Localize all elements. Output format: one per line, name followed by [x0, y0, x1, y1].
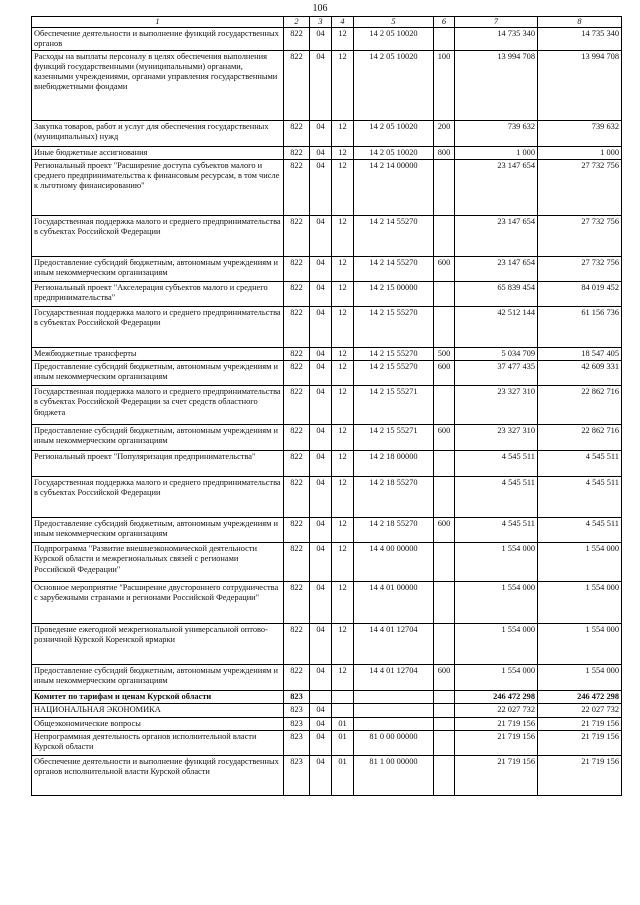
cell-amount-year1: 21 719 156 [455, 755, 538, 795]
table-row [32, 307, 622, 348]
cell-subsection: 12 [332, 28, 354, 51]
column-header: 6 [434, 17, 455, 28]
cell-ministry-code: 822 [284, 477, 310, 518]
cell-name: Общеэкономические вопросы [32, 717, 284, 730]
cell-target-article: 14 2 15 55270 [354, 307, 434, 348]
cell-ministry-code: 822 [284, 582, 310, 624]
cell-expense-type [434, 28, 455, 51]
cell-target-article: 81 0 00 00000 [354, 730, 434, 755]
cell-name: Государственная поддержка малого и среднего предпринимательства в субъектах Российской Федерации [32, 216, 284, 257]
cell-ministry-code: 822 [284, 28, 310, 51]
cell-name: Предоставление субсидий бюджетным, автономным учреждениям и иным некоммерческим организациям [32, 518, 284, 543]
cell-section: 04 [310, 582, 332, 624]
cell-target-article: 14 4 01 00000 [354, 582, 434, 624]
table-row [32, 361, 622, 386]
cell-expense-type [434, 307, 455, 348]
cell-subsection [332, 704, 354, 717]
cell-section: 04 [310, 51, 332, 121]
cell-expense-type: 600 [434, 361, 455, 386]
cell-name: Подпрограмма "Развитие внешнеэкономической деятельности Курской области и межрегиональных связей с регионами Российской Федерации" [32, 543, 284, 582]
cell-amount-year1: 22 027 732 [455, 704, 538, 717]
cell-section: 04 [310, 216, 332, 257]
cell-expense-type [434, 691, 455, 704]
cell-amount-year2: 739 632 [538, 121, 622, 147]
cell-amount-year1: 23 327 310 [455, 386, 538, 425]
cell-target-article: 14 4 00 00000 [354, 543, 434, 582]
cell-ministry-code: 822 [284, 451, 310, 477]
cell-ministry-code: 823 [284, 691, 310, 704]
cell-target-article: 81 1 00 00000 [354, 755, 434, 795]
cell-subsection: 01 [332, 717, 354, 730]
cell-target-article: 14 2 14 55270 [354, 216, 434, 257]
cell-subsection [332, 691, 354, 704]
table-row [32, 730, 622, 755]
column-header: 1 [32, 17, 284, 28]
cell-name: Государственная поддержка малого и среднего предпринимательства в субъектах Российской Федерации [32, 307, 284, 348]
cell-section: 04 [310, 665, 332, 691]
cell-expense-type [434, 386, 455, 425]
cell-name: Государственная поддержка малого и среднего предпринимательства в субъектах Российской Федерации за счет средств областного бюджета [32, 386, 284, 425]
cell-section: 04 [310, 717, 332, 730]
table-row [32, 704, 622, 717]
cell-expense-type: 100 [434, 51, 455, 121]
cell-name: Межбюджетные трансферты [32, 348, 284, 361]
cell-amount-year1: 37 477 435 [455, 361, 538, 386]
cell-ministry-code: 822 [284, 665, 310, 691]
cell-name: Предоставление субсидий бюджетным, автономным учреждениям и иным некоммерческим организациям [32, 665, 284, 691]
cell-target-article: 14 2 14 00000 [354, 160, 434, 216]
cell-amount-year1: 4 545 511 [455, 477, 538, 518]
cell-section: 04 [310, 147, 332, 160]
cell-amount-year2: 246 472 298 [538, 691, 622, 704]
cell-name: Обеспечение деятельности и выполнение функций государственных органов [32, 28, 284, 51]
cell-amount-year2: 27 732 756 [538, 257, 622, 282]
cell-expense-type [434, 717, 455, 730]
cell-ministry-code: 822 [284, 121, 310, 147]
cell-subsection: 12 [332, 348, 354, 361]
table-row [32, 282, 622, 307]
cell-section: 04 [310, 282, 332, 307]
table-row [32, 160, 622, 216]
cell-amount-year2: 4 545 511 [538, 477, 622, 518]
cell-subsection: 12 [332, 216, 354, 257]
cell-target-article: 14 2 18 55270 [354, 477, 434, 518]
cell-amount-year2: 4 545 511 [538, 518, 622, 543]
cell-target-article: 14 2 15 55271 [354, 425, 434, 451]
cell-name: Предоставление субсидий бюджетным, автономным учреждениям и иным некоммерческим организациям [32, 257, 284, 282]
cell-target-article: 14 2 15 55270 [354, 348, 434, 361]
column-header: 3 [310, 17, 332, 28]
cell-amount-year2: 21 719 156 [538, 717, 622, 730]
cell-subsection: 12 [332, 51, 354, 121]
cell-expense-type [434, 730, 455, 755]
cell-amount-year2: 27 732 756 [538, 160, 622, 216]
cell-expense-type: 600 [434, 425, 455, 451]
cell-amount-year1: 23 147 654 [455, 257, 538, 282]
cell-expense-type [434, 755, 455, 795]
cell-amount-year2: 1 554 000 [538, 582, 622, 624]
cell-target-article: 14 4 01 12704 [354, 665, 434, 691]
table-row [32, 665, 622, 691]
cell-section: 04 [310, 121, 332, 147]
cell-ministry-code: 823 [284, 730, 310, 755]
cell-subsection: 12 [332, 147, 354, 160]
cell-amount-year1: 1 554 000 [455, 543, 538, 582]
cell-amount-year2: 1 554 000 [538, 624, 622, 665]
cell-amount-year1: 1 554 000 [455, 582, 538, 624]
column-number-row [32, 17, 622, 28]
cell-section: 04 [310, 348, 332, 361]
cell-expense-type [434, 160, 455, 216]
cell-subsection: 01 [332, 755, 354, 795]
table-row [32, 477, 622, 518]
table-row [32, 147, 622, 160]
table-row [32, 691, 622, 704]
cell-section: 04 [310, 518, 332, 543]
cell-expense-type [434, 216, 455, 257]
table-body [32, 28, 622, 796]
cell-subsection: 12 [332, 425, 354, 451]
cell-target-article: 14 2 14 55270 [354, 257, 434, 282]
cell-subsection: 12 [332, 451, 354, 477]
cell-expense-type [434, 582, 455, 624]
cell-amount-year1: 4 545 511 [455, 518, 538, 543]
cell-subsection: 12 [332, 665, 354, 691]
cell-subsection: 12 [332, 361, 354, 386]
cell-name: Проведение ежегодной межрегиональной универсальной оптово-розничной Курской Коренской ярмарки [32, 624, 284, 665]
table-row [32, 518, 622, 543]
cell-ministry-code: 823 [284, 704, 310, 717]
cell-amount-year1: 1 554 000 [455, 624, 538, 665]
cell-ministry-code: 822 [284, 425, 310, 451]
cell-name: Обеспечение деятельности и выполнение функций государственных органов исполнительной власти Курской области [32, 755, 284, 795]
cell-subsection: 12 [332, 477, 354, 518]
cell-name: Предоставление субсидий бюджетным, автономным учреждениям и иным некоммерческим организациям [32, 361, 284, 386]
cell-amount-year2: 14 735 340 [538, 28, 622, 51]
cell-amount-year1: 23 147 654 [455, 216, 538, 257]
cell-amount-year2: 84 019 452 [538, 282, 622, 307]
cell-amount-year2: 1 554 000 [538, 543, 622, 582]
cell-ministry-code: 823 [284, 755, 310, 795]
cell-ministry-code: 822 [284, 257, 310, 282]
cell-target-article: 14 2 18 00000 [354, 451, 434, 477]
cell-ministry-code: 822 [284, 216, 310, 257]
cell-amount-year1: 21 719 156 [455, 717, 538, 730]
cell-expense-type [434, 477, 455, 518]
cell-amount-year1: 1 000 [455, 147, 538, 160]
table-row [32, 348, 622, 361]
cell-name: Основное мероприятие "Расширение двустороннего сотрудничества с зарубежными странами и регионами Российской Федерации" [32, 582, 284, 624]
table-row [32, 451, 622, 477]
table-row [32, 28, 622, 51]
cell-name: Расходы на выплаты персоналу в целях обеспечения выполнения функций государственными (муниципальными) органами, казенными учреждениями, органами управления государственными внебюджетными фондами [32, 51, 284, 121]
cell-name: НАЦИОНАЛЬНАЯ ЭКОНОМИКА [32, 704, 284, 717]
cell-subsection: 12 [332, 386, 354, 425]
cell-amount-year2: 42 609 331 [538, 361, 622, 386]
cell-ministry-code: 822 [284, 160, 310, 216]
budget-table [31, 16, 622, 796]
column-header: 5 [354, 17, 434, 28]
cell-name: Региональный проект "Акселерация субъектов малого и среднего предпринимательства" [32, 282, 284, 307]
cell-section: 04 [310, 543, 332, 582]
cell-ministry-code: 822 [284, 518, 310, 543]
cell-target-article: 14 2 15 55271 [354, 386, 434, 425]
cell-section: 04 [310, 160, 332, 216]
cell-expense-type: 600 [434, 518, 455, 543]
cell-expense-type [434, 451, 455, 477]
cell-ministry-code: 822 [284, 282, 310, 307]
cell-amount-year2: 1 554 000 [538, 665, 622, 691]
table-row [32, 717, 622, 730]
cell-target-article: 14 2 05 10020 [354, 121, 434, 147]
cell-amount-year1: 5 034 709 [455, 348, 538, 361]
cell-ministry-code: 822 [284, 624, 310, 665]
cell-expense-type [434, 704, 455, 717]
table-row [32, 755, 622, 795]
table-row [32, 216, 622, 257]
cell-target-article: 14 2 15 55270 [354, 361, 434, 386]
cell-target-article: 14 2 18 55270 [354, 518, 434, 543]
cell-section: 04 [310, 451, 332, 477]
cell-subsection: 12 [332, 121, 354, 147]
cell-section: 04 [310, 257, 332, 282]
column-header: 2 [284, 17, 310, 28]
cell-section: 04 [310, 425, 332, 451]
table-row [32, 582, 622, 624]
cell-name: Региональный проект "Популяризация предпринимательства" [32, 451, 284, 477]
cell-ministry-code: 822 [284, 348, 310, 361]
cell-subsection: 12 [332, 624, 354, 665]
cell-amount-year2: 18 547 405 [538, 348, 622, 361]
cell-target-article [354, 704, 434, 717]
cell-section [310, 691, 332, 704]
cell-amount-year2: 61 156 736 [538, 307, 622, 348]
cell-amount-year2: 21 719 156 [538, 730, 622, 755]
cell-section: 04 [310, 361, 332, 386]
cell-amount-year2: 27 732 756 [538, 216, 622, 257]
cell-target-article: 14 4 01 12704 [354, 624, 434, 665]
cell-ministry-code: 822 [284, 51, 310, 121]
cell-name: Комитет по тарифам и ценам Курской области [32, 691, 284, 704]
cell-name: Непрограммная деятельность органов исполнительной власти Курской области [32, 730, 284, 755]
column-header: 7 [455, 17, 538, 28]
cell-amount-year1: 65 839 454 [455, 282, 538, 307]
cell-target-article: 14 2 05 10020 [354, 51, 434, 121]
cell-amount-year1: 21 719 156 [455, 730, 538, 755]
cell-target-article: 14 2 05 10020 [354, 147, 434, 160]
cell-name: Государственная поддержка малого и среднего предпринимательства в субъектах Российской Федерации [32, 477, 284, 518]
cell-subsection: 12 [332, 543, 354, 582]
cell-subsection: 12 [332, 160, 354, 216]
cell-ministry-code: 822 [284, 147, 310, 160]
cell-subsection: 12 [332, 282, 354, 307]
cell-amount-year2: 1 000 [538, 147, 622, 160]
cell-ministry-code: 822 [284, 543, 310, 582]
cell-ministry-code: 823 [284, 717, 310, 730]
cell-target-article: 14 2 05 10020 [354, 28, 434, 51]
cell-subsection: 12 [332, 257, 354, 282]
cell-target-article: 14 2 15 00000 [354, 282, 434, 307]
cell-name: Иные бюджетные ассигнования [32, 147, 284, 160]
table-row [32, 624, 622, 665]
cell-section: 04 [310, 755, 332, 795]
cell-ministry-code: 822 [284, 361, 310, 386]
cell-section: 04 [310, 704, 332, 717]
cell-amount-year2: 21 719 156 [538, 755, 622, 795]
column-header: 4 [332, 17, 354, 28]
cell-expense-type [434, 282, 455, 307]
cell-amount-year1: 1 554 000 [455, 665, 538, 691]
cell-expense-type: 200 [434, 121, 455, 147]
cell-target-article [354, 691, 434, 704]
cell-expense-type [434, 543, 455, 582]
cell-expense-type: 800 [434, 147, 455, 160]
table-row [32, 386, 622, 425]
cell-amount-year2: 22 862 716 [538, 425, 622, 451]
cell-subsection: 12 [332, 307, 354, 348]
cell-section: 04 [310, 307, 332, 348]
cell-ministry-code: 822 [284, 386, 310, 425]
cell-section: 04 [310, 386, 332, 425]
cell-expense-type: 500 [434, 348, 455, 361]
cell-ministry-code: 822 [284, 307, 310, 348]
cell-amount-year1: 4 545 511 [455, 451, 538, 477]
table-row [32, 543, 622, 582]
cell-subsection: 01 [332, 730, 354, 755]
cell-expense-type: 600 [434, 257, 455, 282]
cell-name: Региональный проект "Расширение доступа субъектов малого и среднего предпринимательства к финансовым ресурсам, в том числе к льготному финансированию" [32, 160, 284, 216]
table-row [32, 121, 622, 147]
table-row [32, 257, 622, 282]
cell-target-article [354, 717, 434, 730]
cell-amount-year1: 23 327 310 [455, 425, 538, 451]
cell-amount-year2: 22 027 732 [538, 704, 622, 717]
cell-amount-year2: 13 994 708 [538, 51, 622, 121]
page-number: 106 [312, 3, 328, 14]
cell-amount-year2: 4 545 511 [538, 451, 622, 477]
cell-amount-year1: 42 512 144 [455, 307, 538, 348]
cell-subsection: 12 [332, 582, 354, 624]
cell-section: 04 [310, 624, 332, 665]
cell-section: 04 [310, 730, 332, 755]
cell-amount-year2: 22 862 716 [538, 386, 622, 425]
cell-amount-year1: 23 147 654 [455, 160, 538, 216]
cell-subsection: 12 [332, 518, 354, 543]
cell-expense-type [434, 624, 455, 665]
cell-section: 04 [310, 28, 332, 51]
table-row [32, 425, 622, 451]
cell-expense-type: 600 [434, 665, 455, 691]
cell-name: Предоставление субсидий бюджетным, автономным учреждениям и иным некоммерческим организациям [32, 425, 284, 451]
cell-name: Закупка товаров, работ и услуг для обеспечения государственных (муниципальных) нужд [32, 121, 284, 147]
column-header: 8 [538, 17, 622, 28]
cell-section: 04 [310, 477, 332, 518]
cell-amount-year1: 739 632 [455, 121, 538, 147]
cell-amount-year1: 246 472 298 [455, 691, 538, 704]
cell-amount-year1: 14 735 340 [455, 28, 538, 51]
cell-amount-year1: 13 994 708 [455, 51, 538, 121]
table-row [32, 51, 622, 121]
